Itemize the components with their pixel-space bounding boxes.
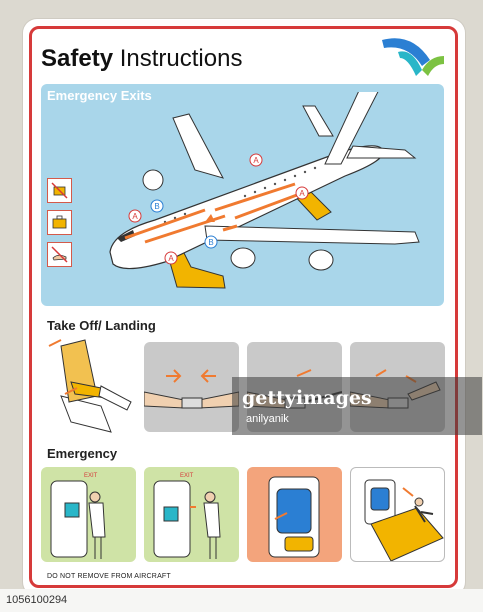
exit-label-b1: B: [154, 202, 160, 211]
luggage-icon: [47, 210, 72, 235]
airplane-illustration: [95, 92, 435, 297]
emergency-exits-title: Emergency Exits: [47, 88, 152, 103]
door-open-panel: [247, 467, 342, 562]
emergency-title: Emergency: [47, 446, 118, 461]
watermark: [232, 377, 482, 435]
belt-fasten-panel: [144, 342, 239, 432]
exit-label-a3: A: [132, 212, 138, 221]
bottom-strip: [0, 589, 483, 612]
slide-evacuate-panel: [350, 467, 445, 562]
page-title: Safety Instructions: [41, 45, 243, 72]
exit-label-b2: B: [208, 238, 214, 247]
seat-upright-illustration: [41, 336, 137, 434]
exit-label-a1: A: [253, 156, 259, 165]
open-door-step1-panel: [41, 467, 136, 562]
airline-logo: [378, 30, 446, 82]
image-id: 1056100294: [6, 594, 68, 606]
takeoff-landing-title: Take Off/ Landing: [47, 318, 156, 333]
no-luggage-icon: [47, 178, 72, 203]
exit-label-a4: A: [168, 254, 174, 263]
no-heels-icon: [47, 242, 72, 267]
exit-sign-1: EXIT: [84, 473, 98, 479]
watermark-brand: gettyimages: [242, 387, 372, 409]
open-door-step2-panel: [144, 467, 239, 562]
exit-label-a2: A: [299, 189, 305, 198]
footer-notice: DO NOT REMOVE FROM AIRCRAFT: [47, 573, 171, 580]
watermark-credit: anilyanik: [246, 413, 289, 425]
exit-sign-2: EXIT: [180, 473, 194, 479]
